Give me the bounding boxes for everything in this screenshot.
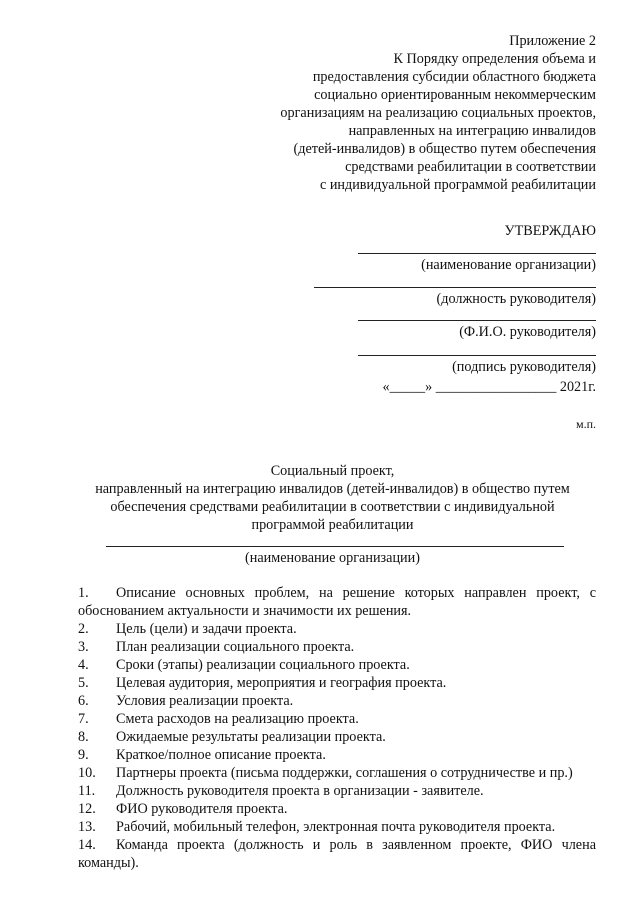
item-text: ФИО руководителя проекта. <box>116 801 288 817</box>
list-item <box>78 800 596 818</box>
approval-title: УТВЕРЖДАЮ <box>504 223 596 239</box>
appendix-header <box>230 32 596 194</box>
org-name-line <box>358 253 596 254</box>
list-item <box>78 818 596 836</box>
item-text: Партнеры проекта (письма поддержки, соглашения о сотрудничестве и пр.) <box>116 765 573 781</box>
signature-line <box>358 355 596 356</box>
item-text: Рабочий, мобильный телефон, электронная почта руководителя проекта. <box>116 819 556 835</box>
project-org-line <box>106 546 564 547</box>
list-item <box>78 674 596 692</box>
list-item <box>78 836 596 872</box>
signature-caption: (подпись руководителя) <box>452 359 596 375</box>
list-item <box>78 620 596 638</box>
appendix-line: с индивидуальной программой реабилитации <box>319 177 596 193</box>
item-number: 3. <box>78 639 89 655</box>
project-title-line: программой реабилитации <box>251 517 414 533</box>
date-line: «_____» _________________ 2021г. <box>382 379 596 395</box>
position-line <box>314 287 596 288</box>
list-item <box>78 746 596 764</box>
appendix-line: Приложение 2 <box>509 33 596 49</box>
item-number: 12. <box>78 801 96 817</box>
item-text: Сроки (этапы) реализации социального проекта. <box>116 657 410 673</box>
list-item <box>78 692 596 710</box>
appendix-line: предоставления субсидии областного бюджета <box>312 69 596 85</box>
appendix-line: направленных на интеграцию инвалидов <box>348 123 596 139</box>
item-number: 10. <box>78 765 96 781</box>
item-text: Целевая аудитория, мероприятия и география проекта. <box>116 675 447 691</box>
list-item <box>78 728 596 746</box>
appendix-line: социально ориентированным некоммерческим <box>314 87 596 103</box>
item-text: Цель (цели) и задачи проекта. <box>116 621 297 637</box>
item-number: 13. <box>78 819 96 835</box>
item-number: 2. <box>78 621 89 637</box>
list-item <box>78 710 596 728</box>
item-number: 5. <box>78 675 89 691</box>
project-org-caption: (наименование организации) <box>245 550 420 566</box>
item-number: 1. <box>78 585 89 601</box>
project-title-line: Социальный проект, <box>270 463 395 479</box>
list-item <box>78 584 596 620</box>
item-number: 7. <box>78 711 89 727</box>
name-line <box>358 320 596 321</box>
appendix-line: организациям на реализацию социальных проектов, <box>280 105 596 121</box>
item-number: 9. <box>78 747 89 763</box>
item-text: Ожидаемые результаты реализации проекта. <box>116 729 386 745</box>
item-text: Команда проекта (должность и роль в заявленном проекте, ФИО члена команды). <box>78 837 596 871</box>
item-number: 6. <box>78 693 89 709</box>
project-title <box>60 462 605 534</box>
item-text: Условия реализации проекта. <box>116 693 294 709</box>
list-item <box>78 764 596 782</box>
item-text: Описание основных проблем, на решение которых направлен проект, с обоснованием актуальности и значимости их решения. <box>78 585 596 619</box>
name-caption: (Ф.И.О. руководителя) <box>459 324 596 340</box>
item-number: 14. <box>78 837 96 853</box>
org-name-caption: (наименование организации) <box>421 257 596 273</box>
item-text: План реализации социального проекта. <box>116 639 355 655</box>
stamp-mark: м.п. <box>575 417 596 431</box>
project-title-line: направленный на интеграцию инвалидов (детей-инвалидов) в общество путем <box>95 481 570 497</box>
item-number: 11. <box>78 783 96 799</box>
position-caption: (должность руководителя) <box>436 291 596 307</box>
item-number: 4. <box>78 657 89 673</box>
item-text: Краткое/полное описание проекта. <box>116 747 326 763</box>
approval-block <box>300 222 596 431</box>
item-number: 8. <box>78 729 89 745</box>
appendix-line: (детей-инвалидов) в общество путем обеспечения <box>293 141 596 157</box>
appendix-line: К Порядку определения объема и <box>393 51 596 67</box>
list-item <box>78 638 596 656</box>
item-text: Должность руководителя проекта в организации - заявителе. <box>116 783 484 799</box>
list-item <box>78 782 596 800</box>
project-title-line: обеспечения средствами реабилитации в соответствии с индивидуальной <box>110 499 555 515</box>
list-item <box>78 656 596 674</box>
appendix-line: средствами реабилитации в соответствии <box>345 159 596 175</box>
requirements-list <box>78 584 596 872</box>
item-text: Смета расходов на реализацию проекта. <box>116 711 359 727</box>
